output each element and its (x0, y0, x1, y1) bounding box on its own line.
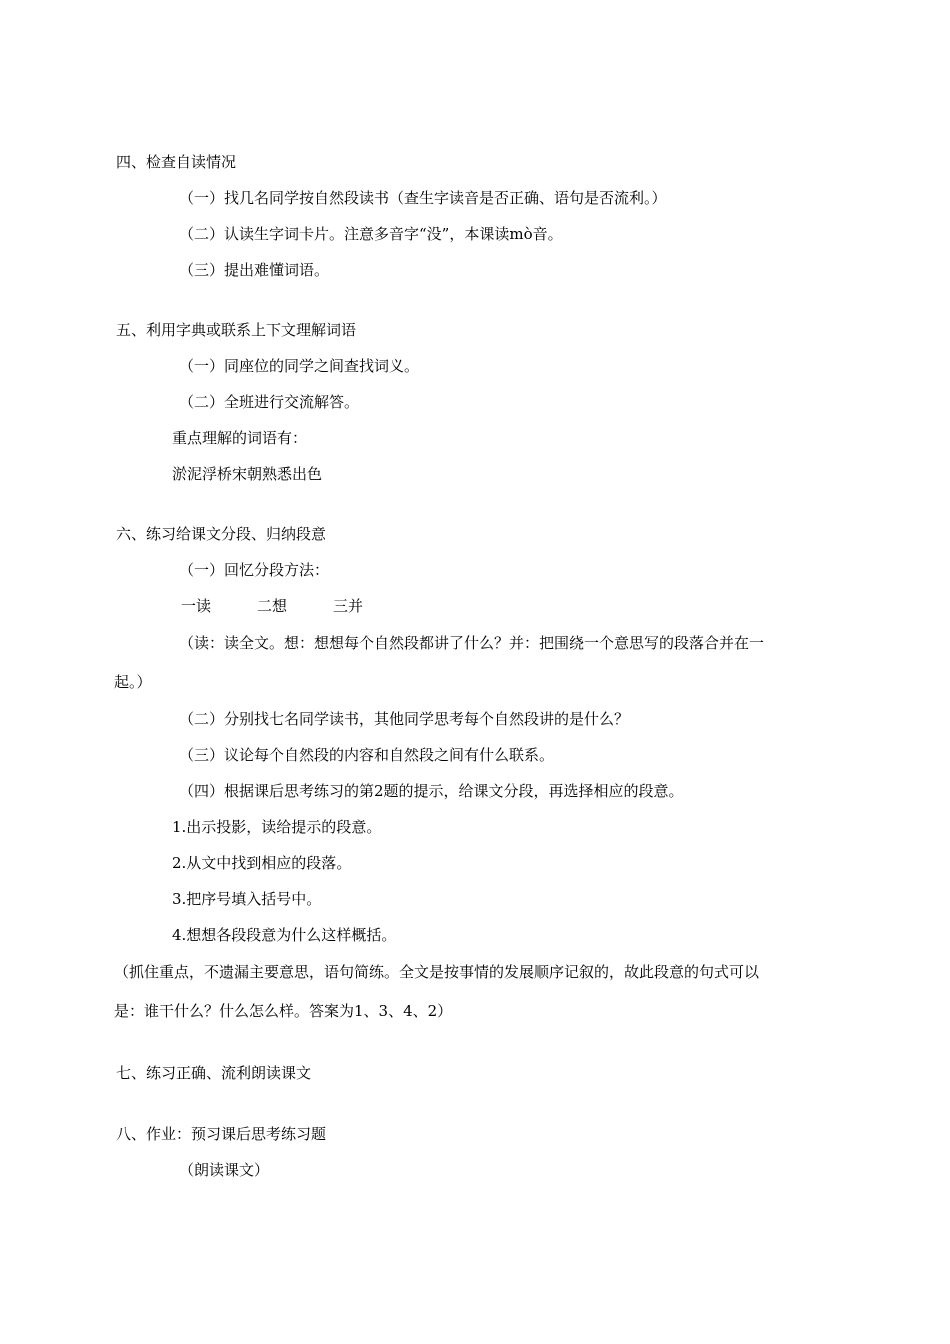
section-6-note-line-1: （抓住重点，不遗漏主要意思，语句简练。全文是按事情的发展顺序记叙的，故此段意的句式可以 (114, 963, 760, 981)
section-6-item-3: （三）议论每个自然段的内容和自然段之间有什么联系。 (179, 746, 555, 764)
section-4-item-1: （一）找几名同学按自然段读书（查生字读音是否正确、语句是否流利。） (179, 189, 667, 207)
section-5-item-1: （一）同座位的同学之间查找词义。 (179, 357, 420, 375)
section-6-sub-2: 2.从文中找到相应的段落。 (172, 854, 352, 872)
section-6-heading: 六、练习给课文分段、归纳段意 (116, 525, 327, 543)
section-6-sub-4: 4.想想各段段意为什么这样概括。 (172, 926, 397, 944)
section-8-heading: 八、作业：预习课后思考练习题 (116, 1125, 327, 1143)
section-6-item-4: （四）根据课后思考练习的第2题的提示，给课文分段，再选择相应的段意。 (179, 782, 684, 800)
section-6-explain-line-2: 起。） (114, 673, 152, 691)
section-5-item-2: （二）全班进行交流解答。 (179, 393, 360, 411)
section-6-sub-3: 3.把序号填入括号中。 (172, 890, 322, 908)
section-6-note-line-2: 是：谁干什么？什么怎么样。答案为1、3、4、2） (114, 1002, 453, 1020)
section-5-key-words: 淤泥浮桥宋朝熟悉出色 (172, 465, 323, 483)
section-5-key-intro: 重点理解的词语有： (172, 429, 308, 447)
section-5-heading: 五、利用字典或联系上下文理解词语 (116, 321, 357, 339)
section-6-sub-1: 1.出示投影，读给提示的段意。 (172, 818, 382, 836)
section-6-steps (181, 596, 363, 616)
section-4-heading: 四、检查自读情况 (116, 153, 237, 171)
section-6-explain-line-1: （读：读全文。想：想想每个自然段都讲了什么？并：把围绕一个意思写的段落合并在一 (179, 634, 765, 652)
section-4-item-2: （二）认读生字词卡片。注意多音字“没”，本课读mò音。 (179, 225, 563, 243)
step-2: 二想 (257, 597, 288, 615)
section-7-heading: 七、练习正确、流利朗读课文 (116, 1064, 312, 1082)
section-8-item: （朗读课文） (179, 1161, 270, 1179)
step-1: 一读 (181, 597, 212, 615)
section-4-item-3: （三）提出难懂词语。 (179, 261, 330, 279)
section-6-item-2: （二）分别找七名同学读书，其他同学思考每个自然段讲的是什么？ (179, 710, 630, 728)
step-3: 三并 (333, 597, 364, 615)
section-6-item-1: （一）回忆分段方法： (179, 561, 330, 579)
